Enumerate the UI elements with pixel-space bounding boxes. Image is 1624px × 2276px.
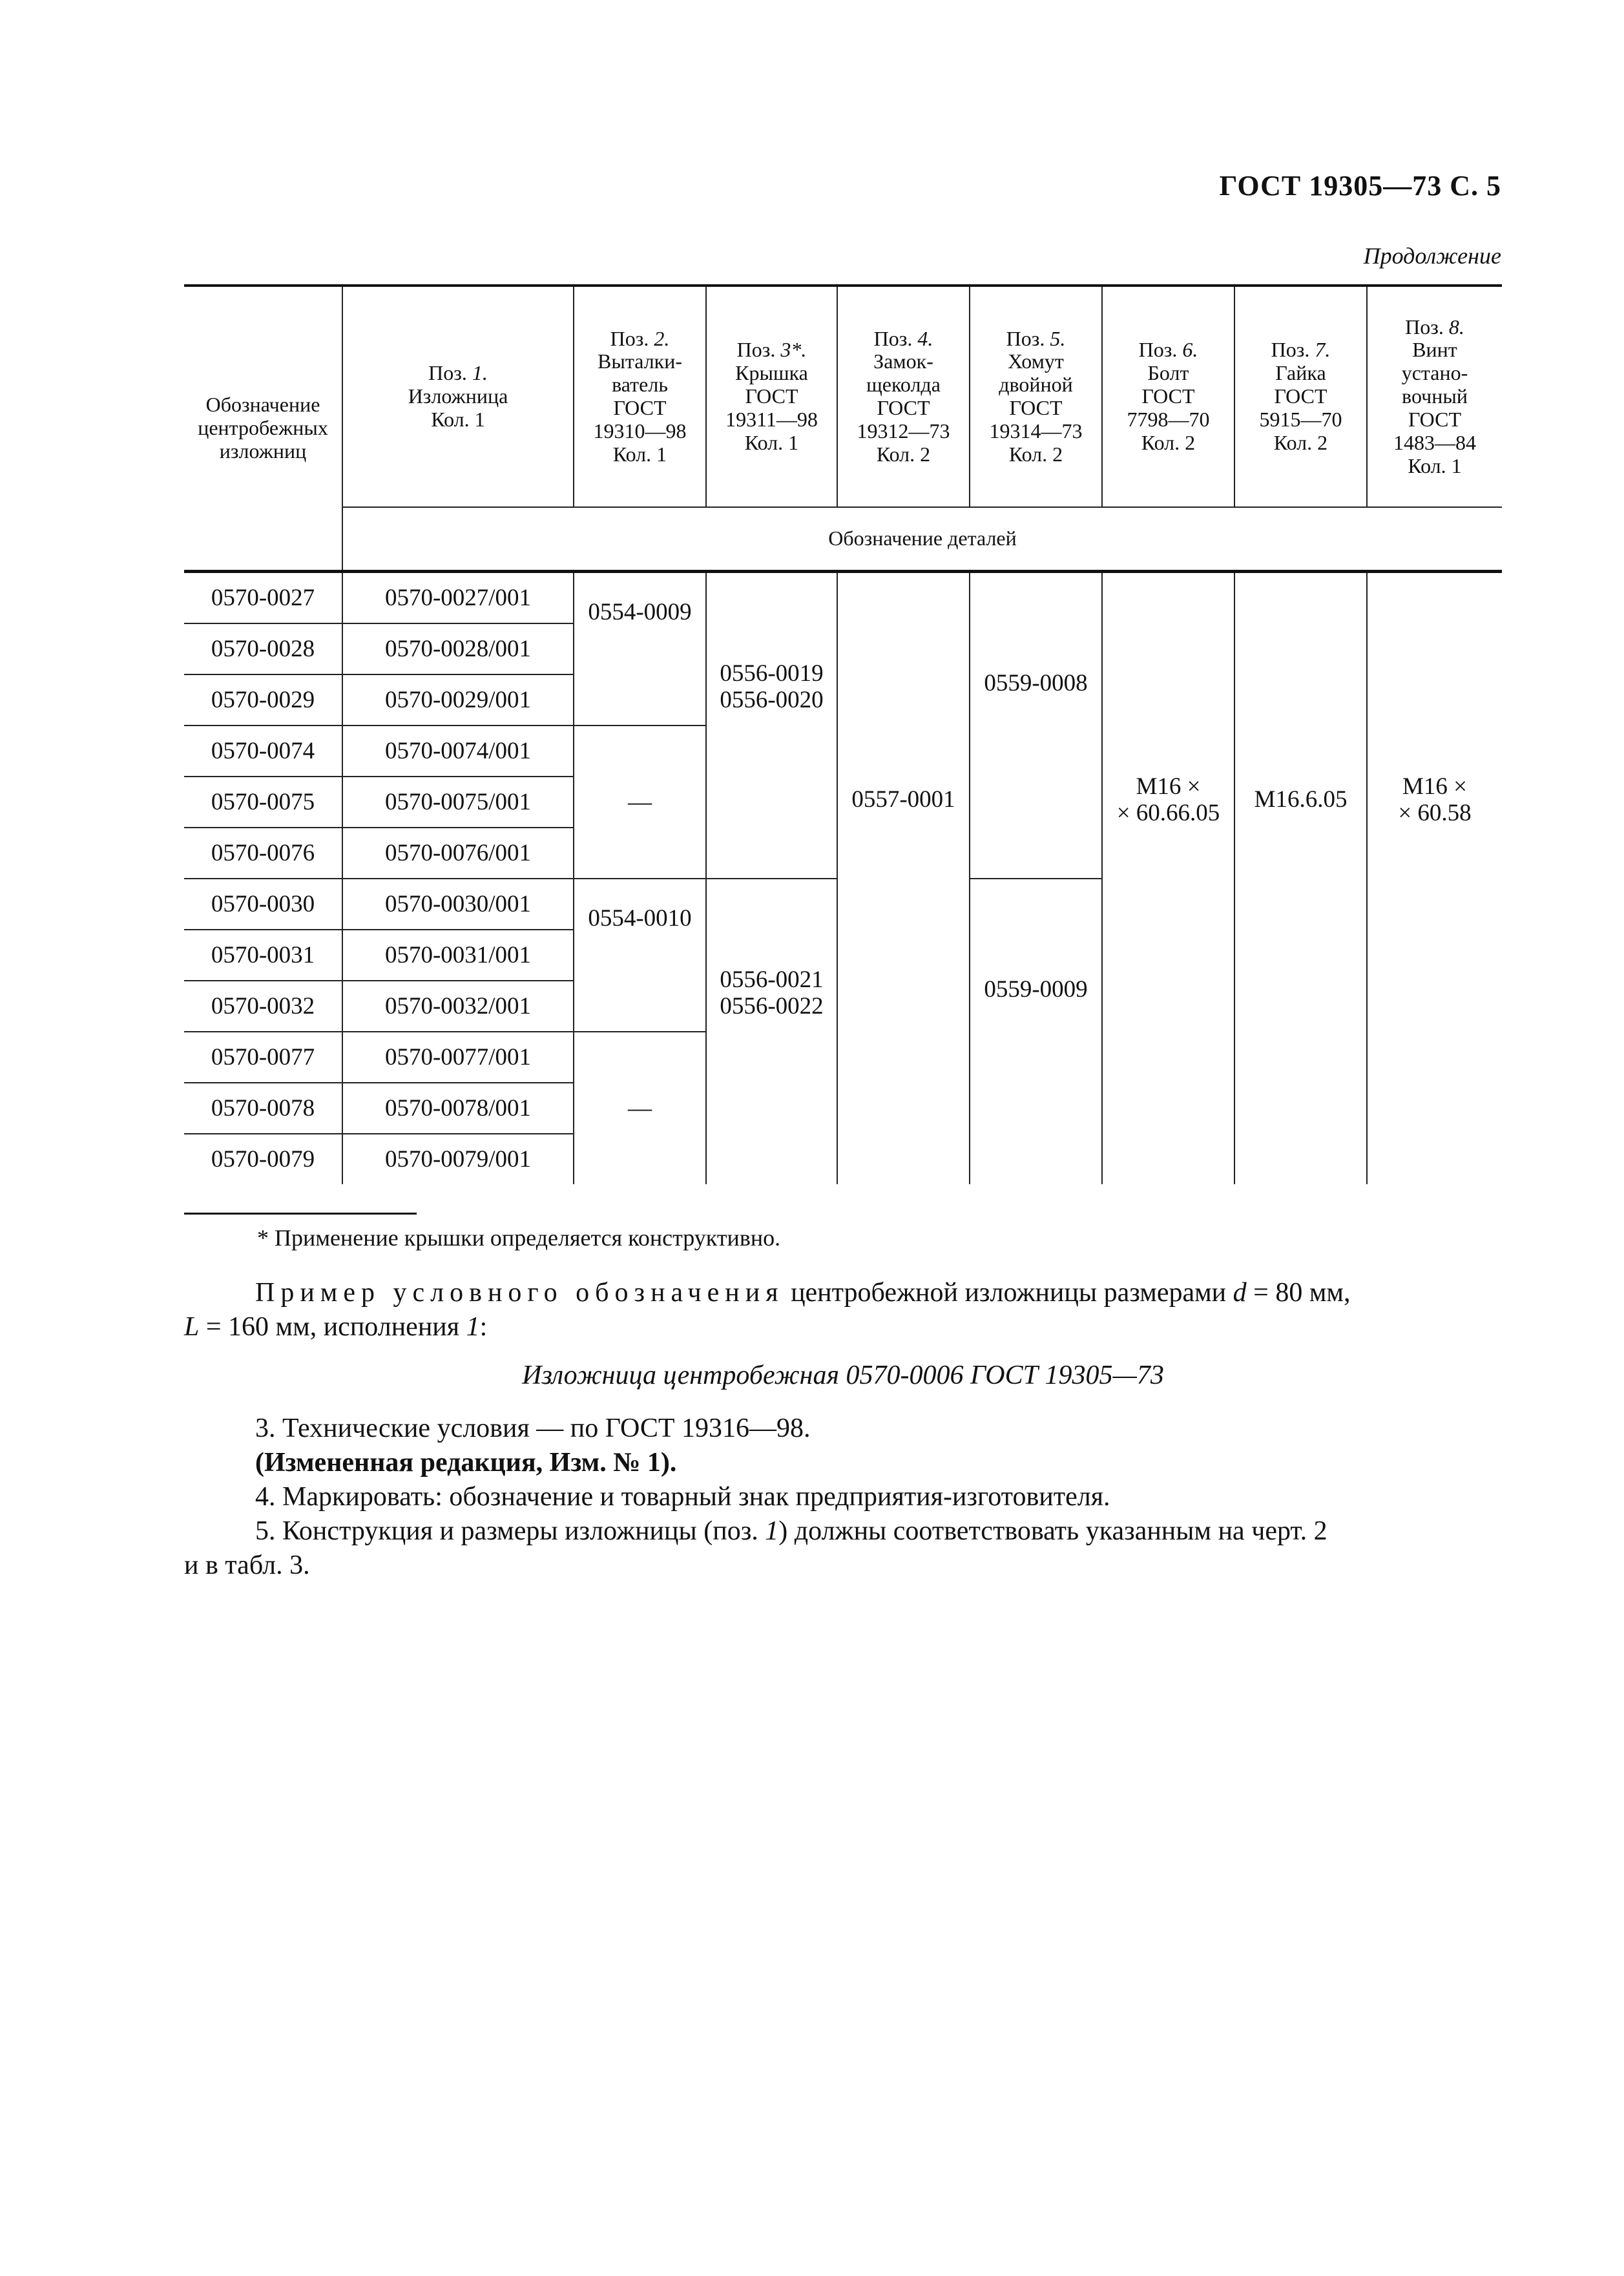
pos6-column-header: Поз. 6. Болт ГОСТ 7798—70 Кол. 2 [1102, 286, 1234, 507]
pos4-column-header: Поз. 4. Замок- щеколда ГОСТ 19312—73 Кол. 2 [837, 286, 970, 507]
pos1-cell: 0570-0076/001 [342, 828, 574, 879]
pos3-column-header: Поз. 3*. Крышка ГОСТ 19311—98 Кол. 1 [706, 286, 837, 507]
parts-table [184, 284, 1502, 1184]
pos1-cell: 0570-0030/001 [342, 879, 574, 930]
pos1-cell: 0570-0031/001 [342, 930, 574, 981]
pos1-cell: 0570-0075/001 [342, 777, 574, 828]
pos2-column-header: Поз. 2. Выталки- ватель ГОСТ 19310—98 Кол. 1 [574, 286, 706, 507]
code-cell: 0570-0076 [184, 828, 342, 879]
item-5-continuation: и в табл. 3. [184, 1550, 310, 1580]
pos2-cell: — [574, 1032, 706, 1184]
code-cell: 0570-0027 [184, 572, 342, 624]
table-row [184, 572, 1502, 624]
pos1-cell: 0570-0029/001 [342, 674, 574, 726]
pos2-cell: 0554-0009 [574, 572, 706, 726]
pos2-cell: 0554-0010 [574, 879, 706, 1032]
code-cell: 0570-0032 [184, 981, 342, 1032]
example-paragraph: Пример условного обозначения центробежной изложницы размерами d = 80 мм, L = 160 мм, исполнения 1: [184, 1278, 1351, 1342]
table-header-row [184, 286, 1502, 507]
pos8-cell: M16 × × 60.58 [1367, 572, 1502, 1185]
pos5-cell: 0559-0008 [970, 572, 1102, 879]
code-cell: 0570-0078 [184, 1083, 342, 1134]
code-cell: 0570-0031 [184, 930, 342, 981]
example-designation: Изложница центробежная 0570-0006 ГОСТ 19305—73 [522, 1361, 1164, 1390]
pos1-cell: 0570-0079/001 [342, 1134, 574, 1184]
table-continuation-label: Продолжение [1363, 243, 1501, 269]
pos1-cell: 0570-0074/001 [342, 726, 574, 777]
details-header-row [184, 507, 1502, 572]
pos7-cell: M16.6.05 [1234, 572, 1367, 1185]
pos3-cell: 0556-0019 0556-0020 [706, 572, 837, 879]
pos5-cell: 0559-0009 [970, 879, 1102, 1184]
code-cell: 0570-0074 [184, 726, 342, 777]
item-3-amendment: (Измененная редакция, Изм. № 1). [255, 1448, 677, 1477]
page-header: ГОСТ 19305—73 С. 5 [1219, 170, 1501, 202]
pos4-cell: 0557-0001 [837, 572, 970, 1185]
code-cell: 0570-0075 [184, 777, 342, 828]
pos1-cell: 0570-0078/001 [342, 1083, 574, 1134]
details-header: Обозначение деталей [342, 507, 1502, 572]
pos6-cell: M16 × × 60.66.05 [1102, 572, 1234, 1185]
pos1-cell: 0570-0028/001 [342, 623, 574, 674]
pos1-cell: 0570-0077/001 [342, 1032, 574, 1083]
footnote-rule [184, 1213, 417, 1215]
code-cell: 0570-0030 [184, 879, 342, 930]
item-4: 4. Маркировать: обозначение и товарный знак предприятия-изготовителя. [255, 1482, 1110, 1512]
designation-column-header: Обозначение центробежных изложниц [184, 286, 342, 572]
pos8-column-header: Поз. 8. Винт устано- вочный ГОСТ 1483—84 Кол. 1 [1367, 286, 1502, 507]
code-cell: 0570-0077 [184, 1032, 342, 1083]
code-cell: 0570-0029 [184, 674, 342, 726]
pos2-cell: — [574, 726, 706, 879]
code-cell: 0570-0079 [184, 1134, 342, 1184]
pos7-column-header: Поз. 7. Гайка ГОСТ 5915—70 Кол. 2 [1234, 286, 1367, 507]
pos1-cell: 0570-0027/001 [342, 572, 574, 624]
code-cell: 0570-0028 [184, 623, 342, 674]
item-5: 5. Конструкция и размеры изложницы (поз. 1) должны соответствовать указанным на черт. 2 [255, 1516, 1327, 1546]
pos3-cell: 0556-0021 0556-0022 [706, 879, 837, 1184]
pos1-column-header: Поз. 1. Изложница Кол. 1 [342, 286, 574, 507]
item-3: 3. Технические условия — по ГОСТ 19316—98. [255, 1414, 811, 1443]
pos5-column-header: Поз. 5. Хомут двойной ГОСТ 19314—73 Кол. 2 [970, 286, 1102, 507]
footnote: * Применение крышки определяется конструктивно. [257, 1225, 781, 1251]
pos1-cell: 0570-0032/001 [342, 981, 574, 1032]
